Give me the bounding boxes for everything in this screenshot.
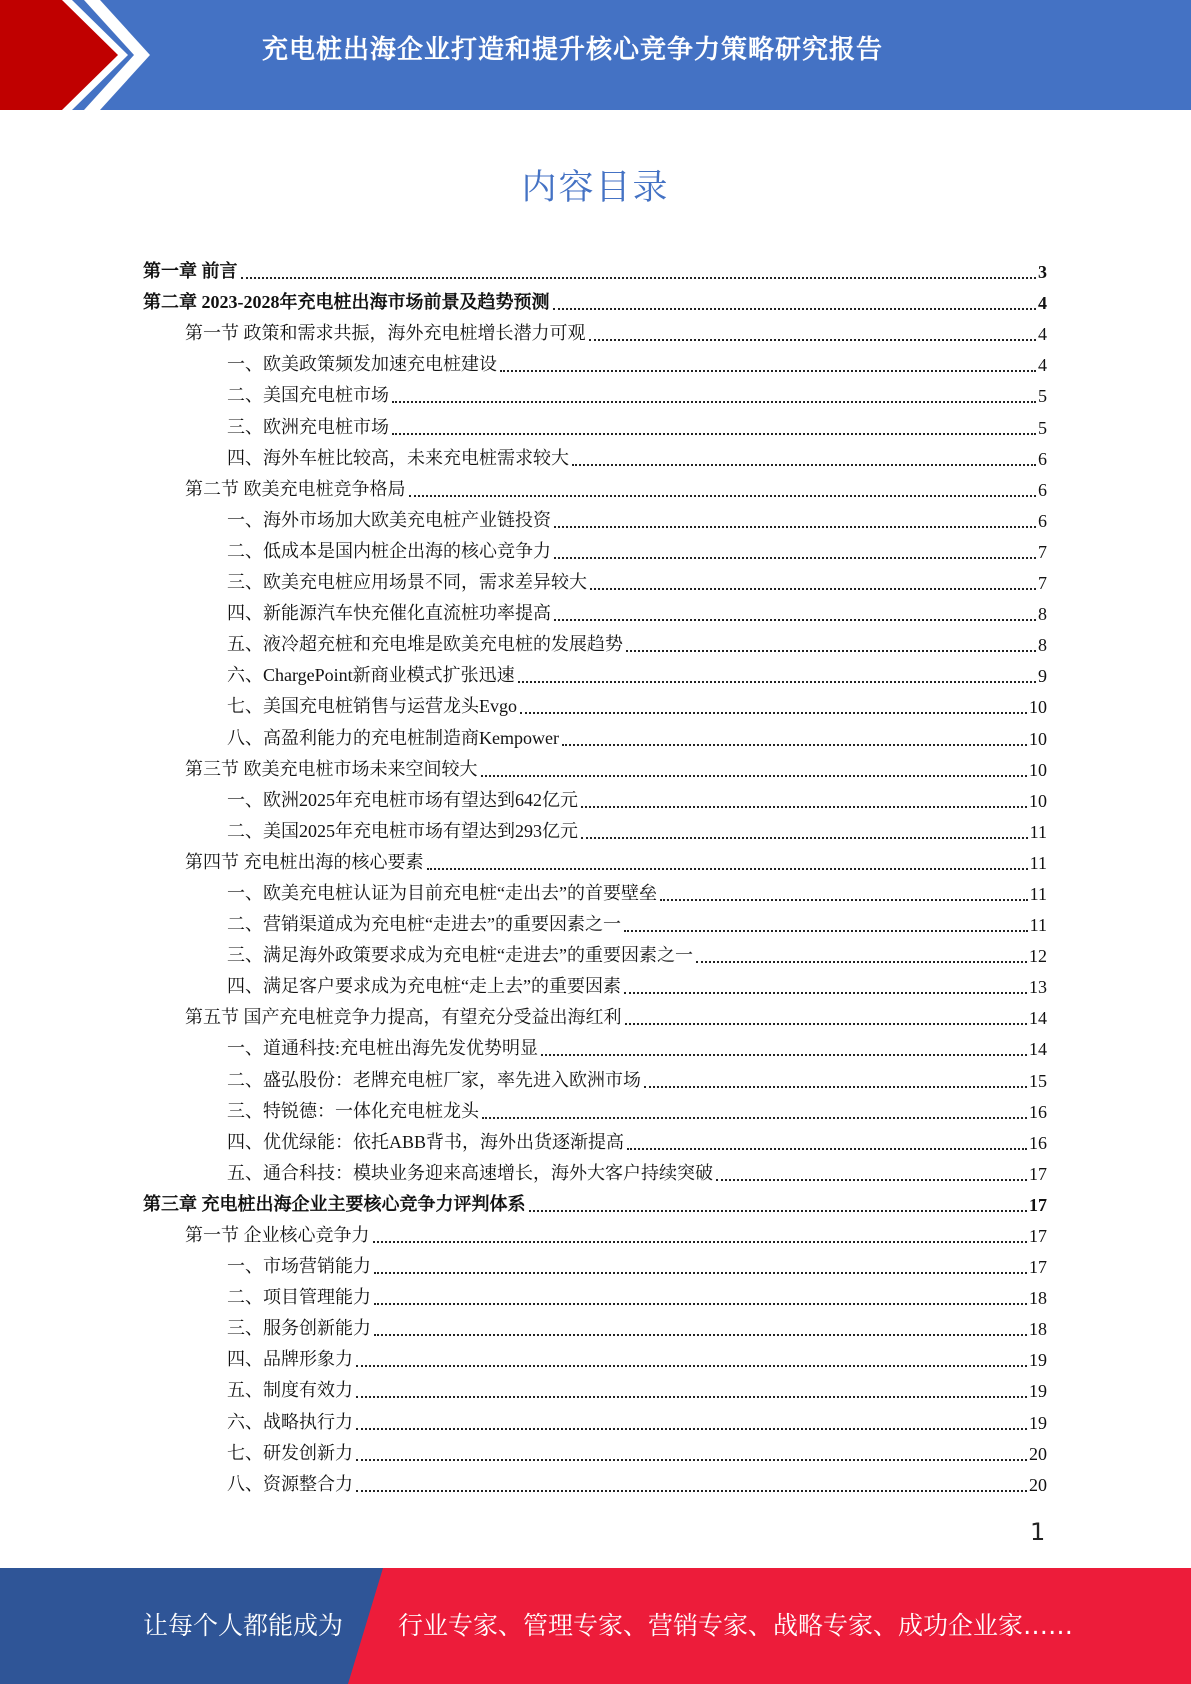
toc-entry-page: 5 [1038,386,1047,407]
toc-subsection-entry[interactable] [143,1031,1047,1062]
toc-entry-title: 一、市场营销能力 [227,1256,371,1277]
toc-dot-leader [644,1086,1027,1088]
toc-subsection-entry[interactable] [143,689,1047,720]
toc-entry-page: 20 [1029,1474,1047,1495]
toc-entry-page: 20 [1029,1443,1047,1464]
toc-dot-leader [624,930,1028,932]
toc-entry-title: 二、美国2025年充电桩市场有望达到293亿元 [227,820,578,841]
toc-heading: 内容目录 [521,168,670,208]
toc-subsection-entry[interactable] [143,938,1047,969]
toc-entry-title: 二、盛弘股份：老牌充电桩厂家，率先进入欧洲市场 [227,1069,641,1090]
toc-entry-title: 四、满足客户要求成为充电桩“走上去”的重要因素 [227,976,621,997]
toc-subsection-entry[interactable] [143,627,1047,658]
toc-entry-page: 3 [1038,262,1047,283]
toc-entry-page: 4 [1038,293,1047,314]
toc-entry-title: 第五节 国产充电桩竞争力提高，有望充分受益出海红利 [185,1007,622,1028]
toc-subsection-entry[interactable] [143,1062,1047,1093]
toc-entry-page: 15 [1029,1070,1047,1091]
toc-subsection-entry[interactable] [143,1373,1047,1404]
toc-dot-leader [541,1054,1027,1056]
toc-entry-title: 第一章 前言 [143,261,238,282]
toc-dot-leader [356,1428,1027,1430]
toc-subsection-entry[interactable] [143,1342,1047,1373]
toc-dot-leader [241,277,1037,279]
toc-dot-leader [427,868,1028,870]
toc-dot-leader [500,370,1036,372]
toc-entry-page: 10 [1029,790,1047,811]
toc-dot-leader [554,557,1036,559]
toc-entry-page: 18 [1029,1288,1047,1309]
toc-dot-leader [356,1396,1027,1398]
toc-entry-title: 四、海外车桩比较高，未来充电桩需求较大 [227,447,569,468]
toc-subsection-entry[interactable] [143,503,1047,534]
toc-entry-title: 八、高盈利能力的充电桩制造商Kempower [227,727,559,748]
toc-entry-page: 6 [1038,448,1047,469]
toc-entry-page: 11 [1029,883,1047,904]
toc-entry-title: 第三章 充电桩出海企业主要核心竞争力评判体系 [143,1193,526,1214]
toc-section-entry[interactable] [143,316,1047,347]
footer-slogan-right: 行业专家、管理专家、营销专家、战略专家、成功企业家…… [398,1611,1074,1640]
toc-dot-leader [627,1148,1027,1150]
toc-entry-page: 6 [1038,479,1047,500]
toc-dot-leader [482,1117,1027,1119]
toc-entry-title: 第一节 政策和需求共振，海外充电桩增长潜力可观 [185,323,586,344]
toc-subsection-entry[interactable] [143,409,1047,440]
toc-entry-page: 8 [1038,635,1047,656]
toc-entry-title: 六、战略执行力 [227,1411,353,1432]
toc-subsection-entry[interactable] [143,1436,1047,1467]
toc-entry-title: 三、特锐德：一体化充电桩龙头 [227,1100,479,1121]
toc-subsection-entry[interactable] [143,1404,1047,1435]
toc-subsection-entry[interactable] [143,969,1047,1000]
toc-subsection-entry[interactable] [143,814,1047,845]
toc-entry-title: 二、项目管理能力 [227,1287,371,1308]
toc-subsection-entry[interactable] [143,1280,1047,1311]
toc-entry-title: 一、海外市场加大欧美充电桩产业链投资 [227,509,551,530]
toc-dot-leader [660,899,1028,901]
toc-dot-leader [392,401,1036,403]
toc-subsection-entry[interactable] [143,876,1047,907]
toc-subsection-entry[interactable] [143,378,1047,409]
toc-dot-leader [581,806,1027,808]
toc-entry-title: 五、液冷超充桩和充电堆是欧美充电桩的发展趋势 [227,634,623,655]
report-title: 充电桩出海企业打造和提升核心竞争力策略研究报告 [262,35,884,65]
toc-dot-leader [589,339,1037,341]
toc-subsection-entry[interactable] [143,1311,1047,1342]
toc-entry-page: 7 [1038,541,1047,562]
toc-entry-title: 二、美国充电桩市场 [227,385,389,406]
toc-chapter-entry[interactable] [143,1187,1047,1218]
toc-entry-page: 17 [1029,1163,1047,1184]
toc-entry-page: 13 [1029,977,1047,998]
toc-section-entry[interactable] [143,1218,1047,1249]
toc-entry-title: 三、欧洲充电桩市场 [227,416,389,437]
toc-subsection-entry[interactable] [143,907,1047,938]
toc-section-entry[interactable] [143,472,1047,503]
toc-dot-leader [572,464,1036,466]
toc-subsection-entry[interactable] [143,596,1047,627]
toc-entry-page: 10 [1029,697,1047,718]
toc-subsection-entry[interactable] [143,1249,1047,1280]
toc-dot-leader [553,308,1037,310]
toc-chapter-entry[interactable] [143,254,1047,285]
toc-subsection-entry[interactable] [143,658,1047,689]
toc-subsection-entry[interactable] [143,534,1047,565]
toc-section-entry[interactable] [143,845,1047,876]
toc-entry-page: 11 [1029,821,1047,842]
toc-entry-page: 11 [1029,852,1047,873]
toc-entry-page: 17 [1029,1257,1047,1278]
toc-entry-page: 17 [1029,1226,1047,1246]
toc-entry-title: 五、通合科技：模块业务迎来高速增长，海外大客户持续突破 [227,1162,713,1183]
toc-entry-page: 17 [1029,1194,1047,1215]
toc-entry-page: 18 [1029,1319,1047,1340]
toc-entry-page: 14 [1029,1039,1047,1060]
toc-subsection-entry[interactable] [143,783,1047,814]
toc-entry-page: 10 [1029,728,1047,749]
toc-entry-title: 第三节 欧美充电桩市场未来空间较大 [185,758,478,779]
toc-dot-leader [625,1023,1028,1025]
table-of-contents [143,254,1047,1498]
toc-entry-page: 16 [1029,1132,1047,1153]
toc-subsection-entry[interactable] [143,441,1047,472]
toc-subsection-entry[interactable] [143,1156,1047,1187]
toc-entry-page: 14 [1029,1008,1047,1029]
toc-dot-leader [581,837,1028,839]
toc-entry-title: 四、新能源汽车快充催化直流桩功率提高 [227,603,551,624]
toc-dot-leader [529,1210,1028,1212]
page-number: 1 [1030,1518,1046,1546]
toc-dot-leader [374,1303,1027,1305]
toc-entry-title: 第二章 2023-2028年充电桩出海市场前景及趋势预测 [143,292,550,313]
toc-entry-title: 第一节 企业核心竞争力 [185,1225,370,1245]
toc-dot-leader [562,744,1027,746]
toc-entry-title: 四、优优绿能：依托ABB背书，海外出货逐渐提高 [227,1131,625,1152]
toc-entry-title: 八、资源整合力 [227,1473,353,1494]
toc-entry-page: 10 [1029,759,1047,780]
toc-entry-title: 三、服务创新能力 [227,1318,371,1339]
toc-subsection-entry[interactable] [143,565,1047,596]
toc-dot-leader [481,775,1028,777]
toc-entry-title: 三、满足海外政策要求成为充电桩“走进去”的重要因素之一 [227,945,693,966]
toc-entry-page: 19 [1029,1412,1047,1433]
toc-dot-leader [590,588,1036,590]
toc-dot-leader [374,1272,1027,1274]
page-header [0,0,1191,110]
toc-entry-title: 四、品牌形象力 [227,1349,353,1370]
toc-entry-title: 一、欧美充电桩认证为目前充电桩“走出去”的首要壁垒 [227,882,657,903]
toc-subsection-entry[interactable] [143,1467,1047,1498]
toc-entry-page: 19 [1029,1381,1047,1402]
toc-dot-leader [392,433,1036,435]
toc-entry-title: 第四节 充电桩出海的核心要素 [185,851,424,872]
toc-dot-leader [554,619,1036,621]
toc-entry-page: 6 [1038,510,1047,531]
toc-entry-page: 5 [1038,417,1047,438]
toc-dot-leader [716,1179,1027,1181]
toc-dot-leader [696,961,1027,963]
toc-entry-page: 7 [1038,573,1047,594]
toc-entry-page: 19 [1029,1350,1047,1371]
toc-dot-leader [554,526,1036,528]
toc-dot-leader [374,1334,1027,1336]
toc-entry-title: 五、制度有效力 [227,1380,353,1401]
toc-dot-leader [356,1365,1027,1367]
toc-section-entry[interactable] [143,1000,1047,1031]
toc-dot-leader [356,1459,1027,1461]
toc-entry-title: 一、道通科技:充电桩出海先发优势明显 [227,1038,538,1059]
toc-entry-title: 七、美国充电桩销售与运营龙头Evgo [227,696,517,717]
toc-subsection-entry[interactable] [143,347,1047,378]
toc-entry-page: 4 [1038,324,1047,345]
toc-entry-title: 三、欧美充电桩应用场景不同，需求差异较大 [227,572,587,593]
toc-entry-page: 8 [1038,604,1047,625]
toc-entry-page: 9 [1038,666,1047,687]
toc-dot-leader [518,681,1036,683]
toc-entry-page: 4 [1038,355,1047,376]
toc-entry-title: 二、营销渠道成为充电桩“走进去”的重要因素之一 [227,914,621,935]
toc-entry-page: 16 [1029,1101,1047,1122]
toc-entry-page: 12 [1029,946,1047,967]
footer-slogan-left: 让每个人都能成为 [143,1611,344,1640]
toc-entry-page: 11 [1029,915,1047,936]
toc-dot-leader [373,1241,1028,1243]
toc-entry-title: 一、欧洲2025年充电桩市场有望达到642亿元 [227,789,578,810]
toc-subsection-entry[interactable] [143,720,1047,751]
toc-entry-title: 二、低成本是国内桩企出海的核心竞争力 [227,540,551,561]
toc-dot-leader [356,1490,1027,1492]
toc-entry-title: 第二节 欧美充电桩竞争格局 [185,478,406,499]
toc-subsection-entry[interactable] [143,1125,1047,1156]
toc-section-entry[interactable] [143,752,1047,783]
toc-chapter-entry[interactable] [143,285,1047,316]
toc-dot-leader [409,495,1037,497]
toc-entry-title: 七、研发创新力 [227,1442,353,1463]
page-footer [0,1568,1191,1684]
toc-dot-leader [624,992,1027,994]
toc-entry-title: 一、欧美政策频发加速充电桩建设 [227,354,497,375]
toc-dot-leader [626,650,1036,652]
toc-entry-title: 六、ChargePoint新商业模式扩张迅速 [227,665,515,686]
toc-dot-leader [520,712,1027,714]
toc-subsection-entry[interactable] [143,1094,1047,1125]
